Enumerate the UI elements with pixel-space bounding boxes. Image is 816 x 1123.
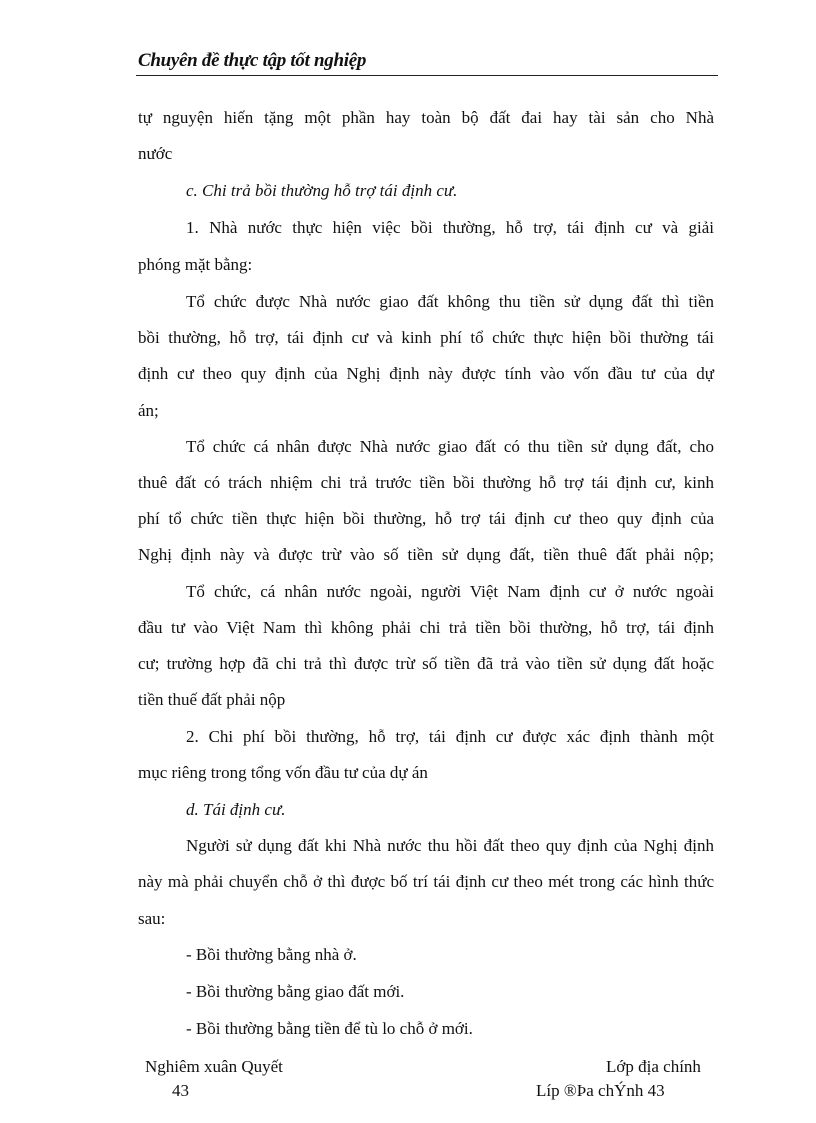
body-line: 2. Chi phí bồi thường, hỗ trợ, tái định cư được xác định thành một [186,727,714,746]
body-line: Nghị định này và được trừ vào số tiền sử dụng đất, tiền thuê đất phải nộp; [138,545,714,564]
body-line: tự nguyện hiến tặng một phần hay toàn bộ đất đai hay tài sản cho Nhà [138,108,714,127]
list-item: - Bồi thường bằng tiền để tù lo chỗ ở mới. [186,1019,473,1038]
section-heading: c. Chi trả bồi thường hỗ trợ tái định cư. [186,181,458,200]
body-line: nước [138,144,173,163]
body-line: thuê đất có trách nhiệm chi trả trước tiền bồi thường hỗ trợ tái định cư, kinh [138,473,714,492]
body-line: Tổ chức cá nhân được Nhà nước giao đất có thu tiền sử dụng đất, cho [186,437,714,456]
section-heading: d. Tái định cư. [186,800,286,819]
body-line: bồi thường, hỗ trợ, tái định cư và kinh phí tổ chức thực hiện bồi thường tái [138,328,714,347]
list-item: - Bồi thường bằng giao đất mới. [186,982,405,1001]
header-divider [136,75,718,76]
footer-class-name: Lớp địa chính [606,1057,701,1076]
footer-class-garbled: Líp ®Þa chÝnh 43 [536,1081,665,1100]
list-item: - Bồi thường bằng nhà ở. [186,945,357,964]
body-line: này mà phải chuyển chỗ ở thì được bố trí tái định cư theo mét trong các hình thức [138,872,714,891]
body-line: Tổ chức, cá nhân nước ngoài, người Việt Nam định cư ở nước ngoài [186,582,714,601]
body-line: đầu tư vào Việt Nam thì không phải chi trả tiền bồi thường, hỗ trợ, tái định [138,618,714,637]
header-title: Chuyên đề thực tập tốt nghiệp [138,50,367,71]
body-line: án; [138,401,159,420]
body-line: Người sử dụng đất khi Nhà nước thu hồi đất theo quy định của Nghị định [186,836,714,855]
body-line: mục riêng trong tổng vốn đầu tư của dự án [138,763,428,782]
body-line: phí tổ chức tiền thực hiện bồi thường, hỗ trợ tái định cư theo quy định của [138,509,714,528]
body-line: sau: [138,909,166,928]
body-line: tiền thuế đất phải nộp [138,690,286,709]
body-line: cư; trường hợp đã chi trả thì được trừ số tiền đã trả vào tiền sử dụng đất hoặc [138,654,714,673]
body-line: định cư theo quy định của Nghị định này được tính vào vốn đầu tư của dự [138,364,714,383]
body-line: Tổ chức được Nhà nước giao đất không thu tiền sử dụng đất thì tiền [186,292,714,311]
body-line: 1. Nhà nước thực hiện việc bồi thường, hỗ trợ, tái định cư và giải [186,218,714,237]
footer-author: Nghiêm xuân Quyết [145,1057,283,1076]
body-line: phóng mặt bằng: [138,255,253,274]
footer-page-number: 43 [172,1081,189,1100]
